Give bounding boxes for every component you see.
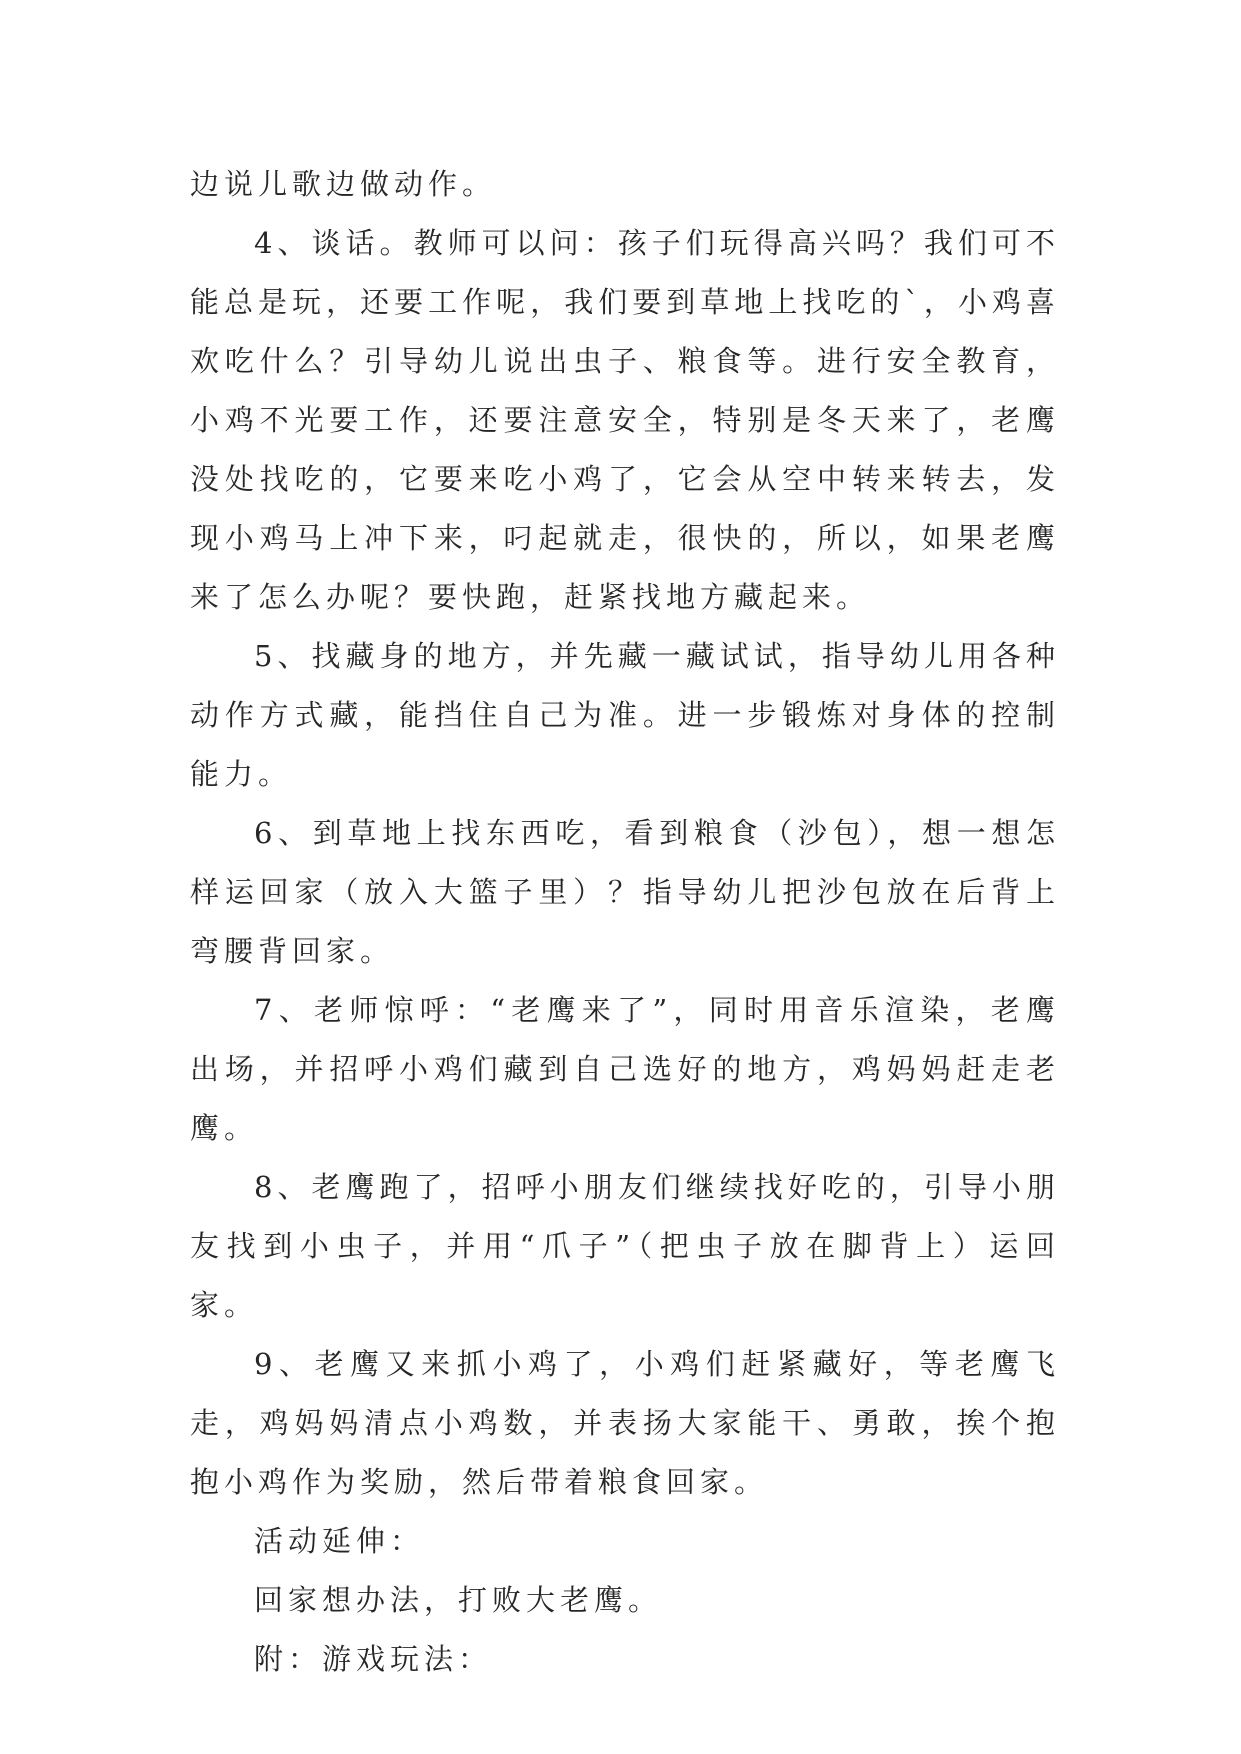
- document-body: [190, 155, 1060, 1689]
- paragraph-step-9: 9、老鹰又来抓小鸡了，小鸡们赶紧藏好，等老鹰飞走，鸡妈妈清点小鸡数，并表扬大家能干、勇敢，挨个抱抱小鸡作为奖励，然后带着粮食回家。: [190, 1347, 1060, 1499]
- paragraph-step-8: 8、老鹰跑了，招呼小朋友们继续找好吃的，引导小朋友找到小虫子，并用“爪子”（把虫子放在脚背上）运回家。: [190, 1170, 1060, 1322]
- paragraph-step-7: 7、老师惊呼：“老鹰来了”，同时用音乐渲染，老鹰出场，并招呼小鸡们藏到自己选好的地方，鸡妈妈赶走老鹰。: [190, 993, 1060, 1145]
- paragraph-step-6: 6、到草地上找东西吃，看到粮食（沙包），想一想怎样运回家（放入大篮子里）？指导幼儿把沙包放在后背上弯腰背回家。: [190, 816, 1060, 968]
- paragraph-continuation: 边说儿歌边做动作。: [190, 167, 497, 201]
- paragraph-step-5: 5、找藏身的地方，并先藏一藏试试，指导幼儿用各种动作方式藏，能挡住自己为准。进一步锻炼对身体的控制能力。: [190, 639, 1060, 791]
- appendix-heading: 附：游戏玩法：: [254, 1642, 493, 1676]
- paragraph-step-4: 4、谈话。教师可以问：孩子们玩得高兴吗？我们可不能总是玩，还要工作呢，我们要到草地上找吃的`，小鸡喜欢吃什么？引导幼儿说出虫子、粮食等。进行安全教育，小鸡不光要工作，还要注意安全，特别是冬天来了，老鹰没处找吃的，它要来吃小鸡了，它会从空中转来转去，发现小鸡马上冲下来，叼起就走，很快的，所以，如果老鹰来了怎么办呢？要快跑，赶紧找地方藏起来。: [190, 226, 1060, 614]
- extension-heading: 活动延伸：: [254, 1524, 425, 1558]
- extension-text: 回家想办法，打败大老鹰。: [254, 1583, 663, 1617]
